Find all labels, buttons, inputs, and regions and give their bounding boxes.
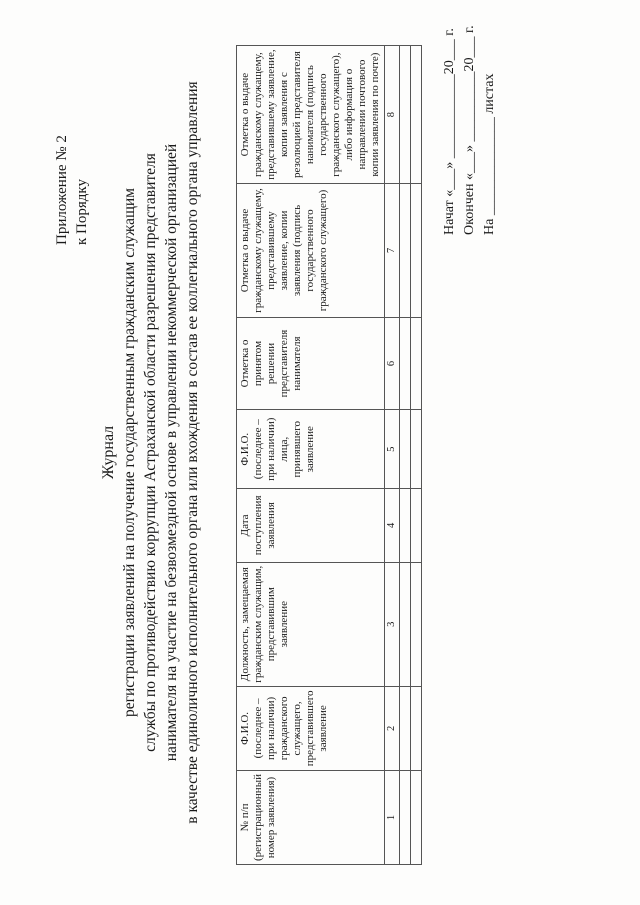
- journal-title: [98, 40, 203, 865]
- header-cell-resolution-copy: Отметка о выдаче гражданскому служащему, представившему заявление, копии заявления с резолюцией представителя нанимателя (подпись государственного гражданского служащего), либо информация о направлении почтового копии заявления по почте): [237, 46, 385, 184]
- table-blank-row: [400, 46, 411, 865]
- table-cell: [400, 317, 411, 410]
- title-line-3: нанимателя на участие на безвозмездной основе в управлении некоммерческой организацией: [163, 143, 180, 762]
- table-cell: [411, 489, 422, 562]
- header-cell-position: Должность, замещаемая гражданским служащим, представившим заявление: [237, 562, 385, 686]
- title-line-2: службы по противодействию коррупции Астраханской области разрешения представителя: [142, 153, 159, 752]
- table-cell: [400, 771, 411, 865]
- table-cell: [411, 562, 422, 686]
- table-cell: [411, 46, 422, 184]
- registration-table: [236, 45, 422, 865]
- header-cell-applicant-name: Ф.И.О. (последнее – при наличии) гражданского служащего, представившего заявление: [237, 686, 385, 770]
- header-cell-copy-issued: Отметка о выдаче гражданскому служащему, представившему заявление, копии заявления (подпись государственного гражданского служащего): [237, 184, 385, 318]
- header-cell-receiver-name: Ф.И.О. (последнее – при наличии) лица, принявшего заявление: [237, 410, 385, 489]
- table-cell: [411, 317, 422, 410]
- table-header-row: [237, 46, 385, 865]
- column-number: 5: [385, 410, 400, 489]
- header-cell-reg-number: № п/п (регистрационный номер заявления): [237, 771, 385, 865]
- header-cell-decision-mark: Отметка о принятом решении представителя нанимателя: [237, 317, 385, 410]
- table-cell: [400, 562, 411, 686]
- table-cell: [400, 410, 411, 489]
- table-cell: [400, 184, 411, 318]
- started-date-line: Начат «___» ____________20___ г.: [442, 28, 457, 235]
- journal-footer: [440, 25, 500, 235]
- table-cell: [411, 184, 422, 318]
- column-number: 2: [385, 686, 400, 770]
- column-number: 4: [385, 489, 400, 562]
- header-cell-receipt-date: Дата поступления заявления: [237, 489, 385, 562]
- column-number: 8: [385, 46, 400, 184]
- table-cell: [400, 489, 411, 562]
- appendix-reference: [52, 135, 92, 245]
- title-line-4: в качестве единоличного исполнительного органа или вхождения в состав ее коллегиального органа управления: [184, 81, 201, 824]
- column-number: 3: [385, 562, 400, 686]
- table-blank-row: [411, 46, 422, 865]
- table-number-row: [385, 46, 400, 865]
- table-cell: [411, 771, 422, 865]
- table-cell: [400, 46, 411, 184]
- appendix-number: Приложение № 2: [54, 135, 70, 245]
- journal-word: Журнал: [100, 425, 117, 480]
- finished-date-line: Окончен «___» __________20___ г.: [462, 25, 477, 235]
- table-cell: [411, 686, 422, 770]
- column-number: 6: [385, 317, 400, 410]
- column-number: 7: [385, 184, 400, 318]
- appendix-to-order: к Порядку: [74, 179, 90, 245]
- column-number: 1: [385, 771, 400, 865]
- table-cell: [400, 686, 411, 770]
- title-line-1: регистрации заявлений на получение государственным гражданским служащим: [121, 188, 138, 717]
- table-cell: [411, 410, 422, 489]
- sheet-count-line: На ______________ листах: [482, 73, 497, 235]
